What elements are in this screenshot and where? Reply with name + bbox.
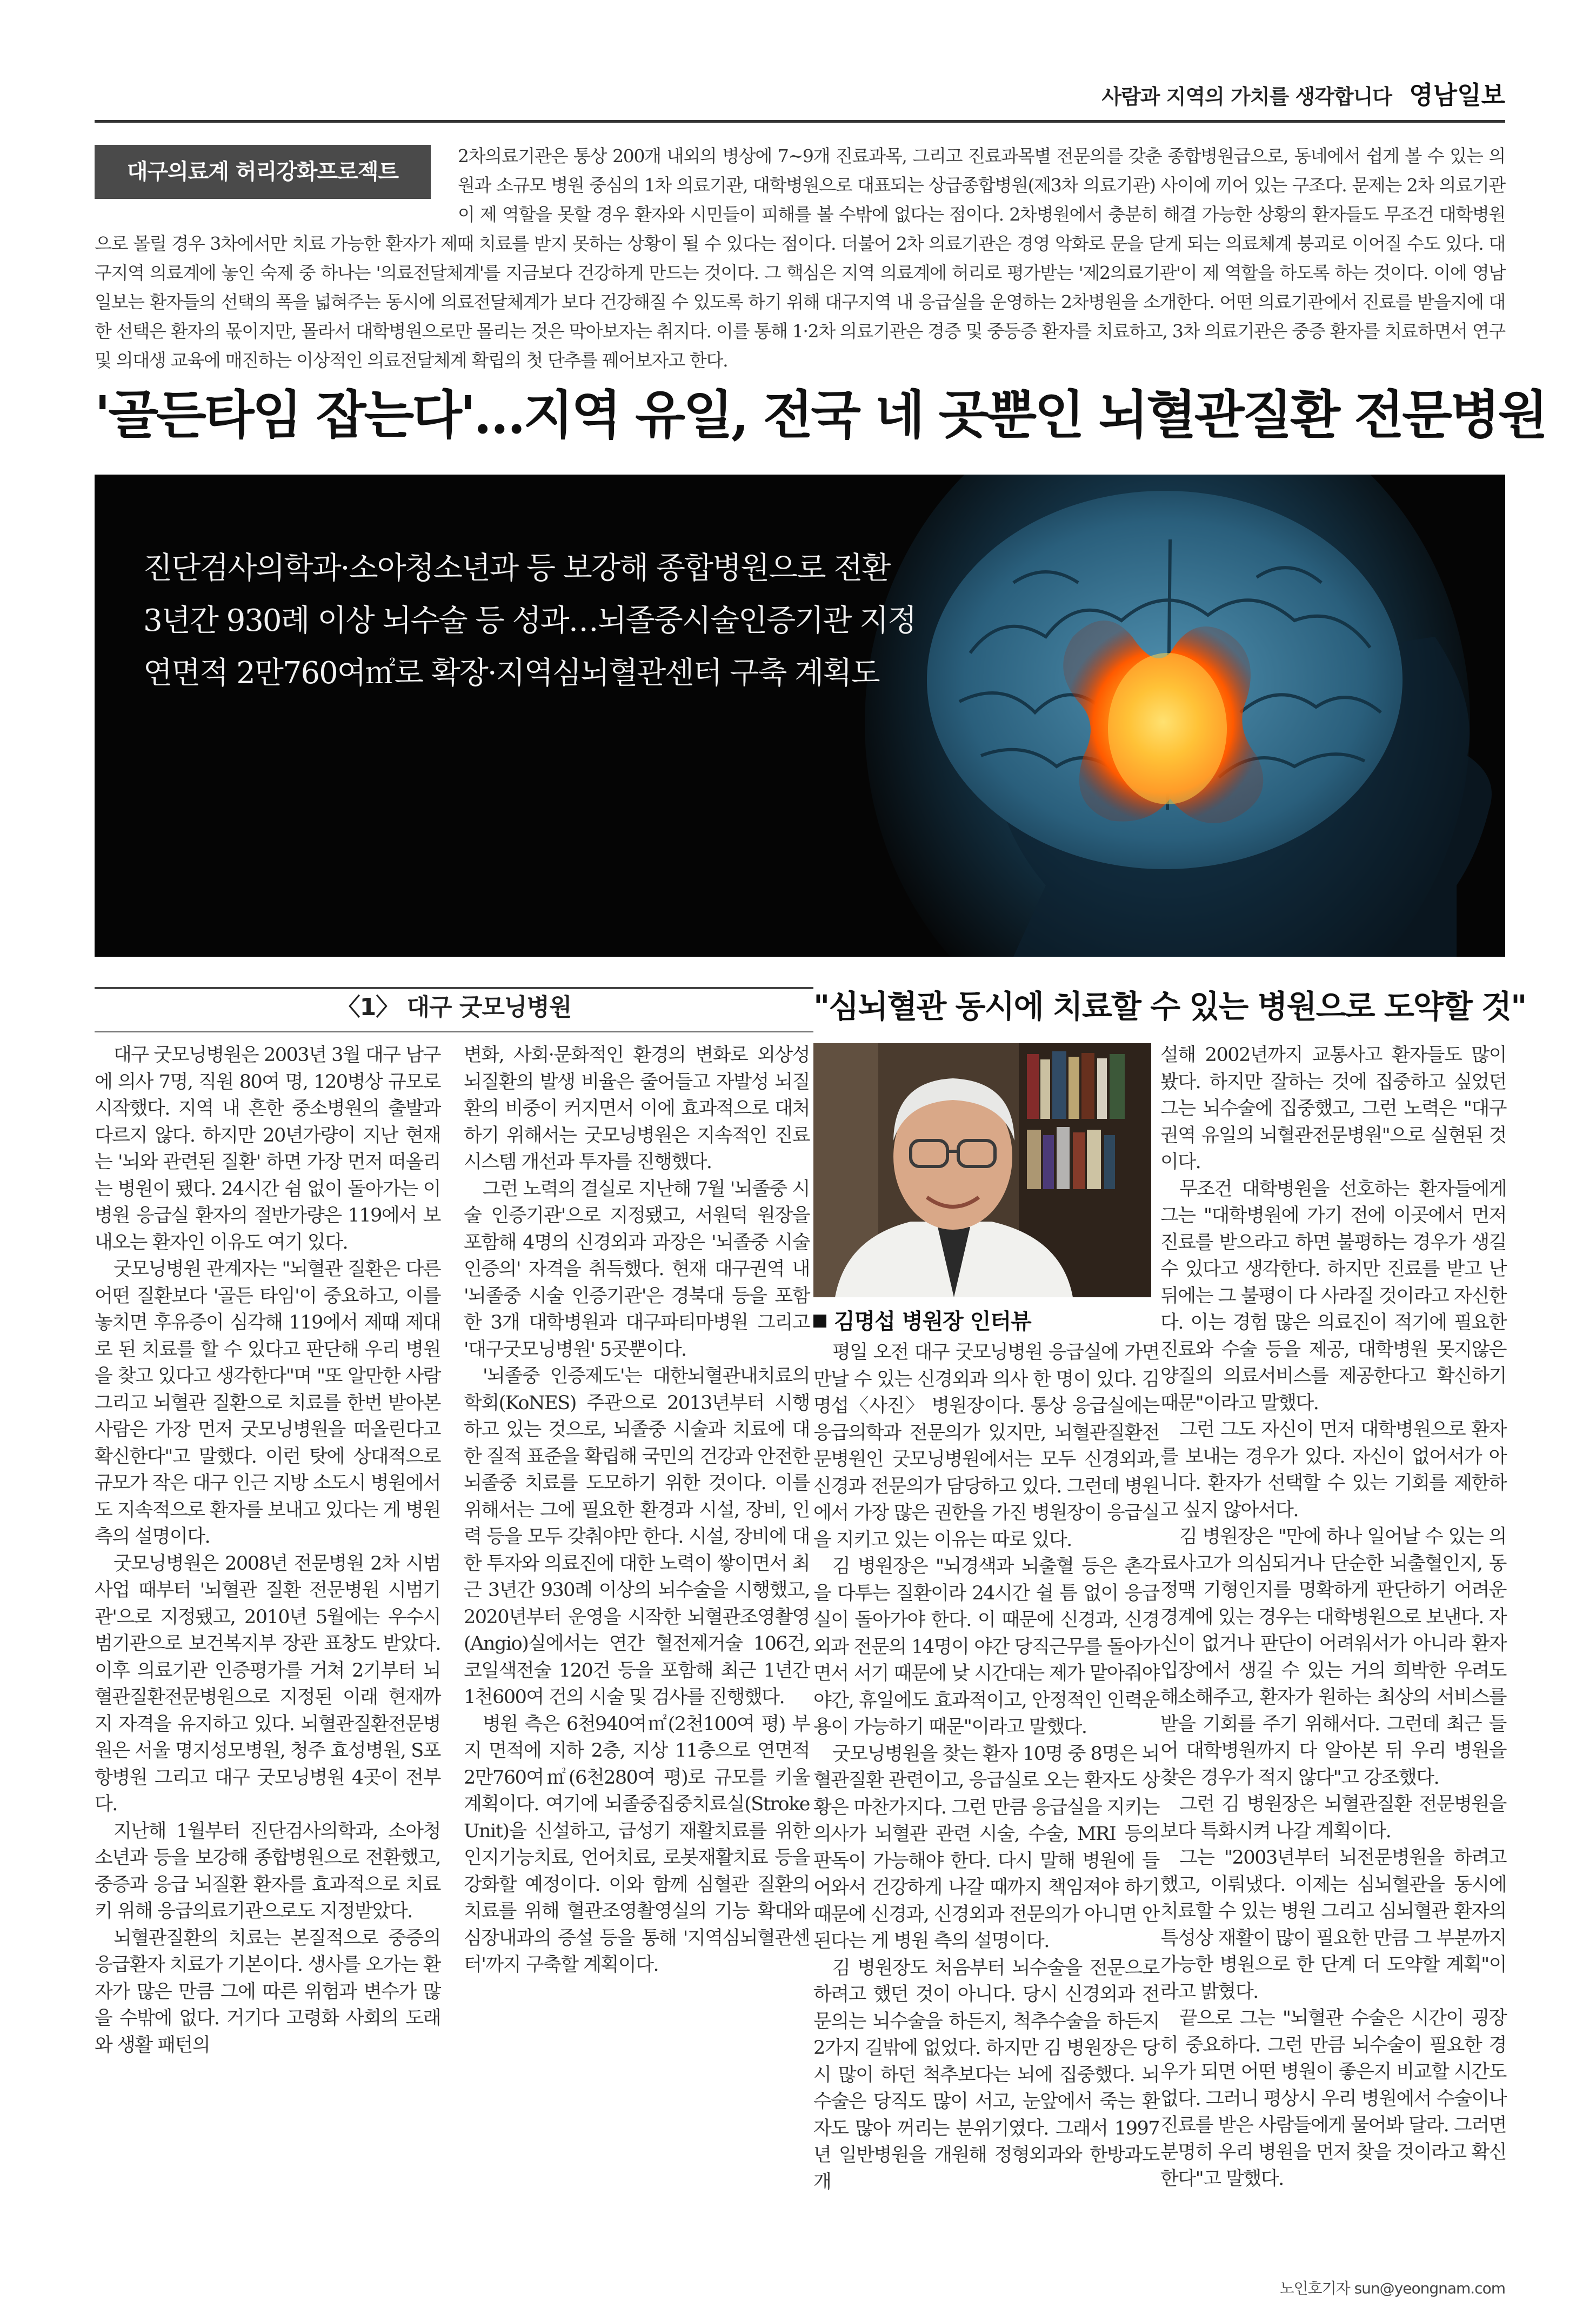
director-photo xyxy=(813,1043,1151,1297)
paragraph: 굿모닝병원은 2008년 전문병원 2차 시범사업 때부터 '뇌혈관 질환 전문병원 시범기관'으로 지정됐고, 2010년 5월에는 우수시범기관으로 보건복지부 장관 표창도 받았다. 이후 의료기관 인증평가를 거쳐 2기부터 뇌혈관질환전문병원으로 지정된 이래 현재까지 자격을 유지하고 있다. 뇌혈관질환전문병원은 서울 명지성모병원, 청주 효성병원, S포항병원 그리고 대구 굿모닝병원 4곳이 전부다. xyxy=(95,1552,440,1815)
paragraph: 김 병원장도 처음부터 뇌수술을 전문으로 하려고 했던 것이 아니다. 당시 신경외과 전문의는 뇌수술을 하든지, 척추수술을 하든지 2가지 길밖에 없었다. 하지만 김 병원장은 당시 많이 하던 척추보다는 뇌에 집중했다. 뇌수술은 당직도 많이 서고, 눈앞에서 죽는 환자도 많아 꺼리는 분위기였다. 그래서 1997년 일반병원을 개원해 정형외과와 한방과도 개 xyxy=(813,1957,1159,2193)
paragraph: 굿모닝병원을 찾는 환자 10명 중 8명은 뇌혈관질환 관련이고, 응급실로 오는 환자도 상황은 마찬가지다. 그런 만큼 응급실을 지키는 의사가 뇌혈관 관련 시술, 수술, MRI 등의 판독이 가능해야 한다. 다시 말해 병원에 들어와서 건강하게 나갈 때까지 책임져야 하기 때문에 신경과, 신경외과 전문의가 아니면 안 된다는 게 병원 측의 설명이다. xyxy=(813,1743,1159,1952)
hero-banner xyxy=(95,475,1505,957)
paragraph: 지난해 1월부터 진단검사의학과, 소아청소년과 등을 보강해 종합병원으로 전환했고, 중증과 응급 뇌질환 환자를 효과적으로 치료키 위해 응급의료기관으로도 지정받았다. xyxy=(95,1820,440,1922)
square-bullet-icon xyxy=(813,1315,826,1328)
article-column-3 xyxy=(813,1339,1159,2196)
paragraph: 뇌혈관질환의 치료는 본질적으로 중증의 응급환자 치료가 기본이다. 생사를 오가는 환자가 많은 만큼 그에 따른 위험과 변수가 많을 수밖에 없다. 거기다 고령화 사회의 도래와 생활 패턴의 xyxy=(95,1927,440,2056)
reporter-byline: 노인호기자 sun@yeongnam.com xyxy=(1279,2279,1505,2297)
paragraph: 그런 노력의 결실로 지난해 7월 '뇌졸중 시술 인증기관'으로 지정됐고, 서원덕 원장을 포함해 4명의 신경외과 과장은 '뇌졸중 시술 인증의' 자격을 취득했다. 현재 대구권역 내 '뇌졸중 시술 인증기관'은 경북대 등을 포함한 3개 대학병원과 대구파티마병원 그리고 '대구굿모닝병원' 5곳뿐이다. xyxy=(464,1178,810,1361)
paragraph: 그런 그도 자신이 먼저 대학병원으로 환자를 보내는 경우가 있다. 자신이 없어서가 아니다. 환자가 선택할 수 있는 기회를 제한하고 싶지 않아서다. xyxy=(1160,1419,1506,1521)
portrait-illustration xyxy=(813,1043,1151,1297)
series-title: 〈1〉 대구 굿모닝병원 xyxy=(336,993,572,1021)
project-label: 대구의료계 허리강화프로젝트 xyxy=(95,145,431,199)
caption-text: 김명섭 병원장 인터뷰 xyxy=(834,1309,1031,1334)
paragraph: '뇌졸중 인증제도'는 대한뇌혈관내치료의학회(KoNES) 주관으로 2013년부터 시행하고 있는 것으로, 뇌졸중 시술과 치료에 대한 질적 표준을 확립해 국민의 건강과 안전한 뇌졸중 치료를 도모하기 위한 것이다. 이를 위해서는 그에 필요한 환경과 시설, 장비, 인력 등을 모두 갖춰야만 한다. 시설, 장비에 대한 투자와 의료진에 대한 노력이 쌓이면서 최근 3년간 930례 이상의 뇌수술을 시행했고, 2020년부터 운영을 시작한 뇌혈관조영촬영(Angio)실에서는 연간 혈전제거술 106건, 코일색전술 120건 등을 포함해 최근 1년간 1천600여 건의 시술 및 검사를 진행했다. xyxy=(464,1365,810,1708)
paragraph: 김 병원장은 "뇌경색과 뇌출혈 등은 촌각을 다투는 질환이라 24시간 쉴 틈 없이 응급실이 돌아가야 한다. 이 때문에 신경과, 신경외과 전문의 14명이 야간 당직근무를 돌아가면서 서기 때문에 낮 시간대는 제가 맡아줘야 야간, 휴일에도 효과적이고, 안정적인 인력운용이 가능하기 때문"이라고 말했다. xyxy=(813,1556,1159,1738)
paragraph: 설해 2002년까지 교통사고 환자들도 많이 봤다. 하지만 잘하는 것에 집중하고 싶었던 그는 뇌수술에 집중했고, 그런 노력은 "대구권역 유일의 뇌혈관전문병원"으로 실현된 것이다. xyxy=(1160,1044,1506,1173)
subheadline: 3년간 930례 이상 뇌수술 등 성과…뇌졸중시술인증기관 지정 xyxy=(143,603,916,638)
stroke-core xyxy=(1108,653,1227,804)
paragraph: 대구 굿모닝병원은 2003년 3월 대구 남구에 의사 7명, 직원 80여 명, 120병상 규모로 시작했다. 지역 내 흔한 중소병원의 출발과 다르지 않다. 하지만 20년가량이 지난 현재는 '뇌와 관련된 질환' 하면 가장 먼저 떠올리는 병원이 됐다. 24시간 쉼 없이 돌아가는 이 병원 응급실 환자의 절반가량은 119에서 보내오는 환자인 이유도 여기 있다. xyxy=(95,1044,440,1253)
article-column-2 xyxy=(464,1042,810,1979)
newspaper-logo: 영남일보 xyxy=(1409,81,1505,110)
paragraph: 끝으로 그는 "뇌혈관 수술은 시간이 굉장히 중요하다. 그런 만큼 뇌수술이 필요한 경우가 되면 어떤 병원이 좋은지 비교할 시간도 없다. 그러니 평상시 우리 병원에서 수술이나 진료를 받은 사람들에게 물어봐 달라. 그러면 분명히 우리 병원을 먼저 찾을 것이라고 확신한다"고 말했다. xyxy=(1160,2008,1506,2190)
subheadline: 진단검사의학과·소아청소년과 등 보강해 종합병원으로 전환 xyxy=(143,551,890,586)
series-rule-bottom xyxy=(95,1031,813,1032)
paragraph: 변화, 사회·문화적인 환경의 변화로 외상성 뇌질환의 발생 비율은 줄어들고 자발성 뇌질환의 비중이 커지면서 이에 효과적으로 대처하기 위해서는 굿모닝병원은 지속적인 진료시스템 개선과 투자를 진행했다. xyxy=(464,1044,810,1173)
article-column-1 xyxy=(95,1042,440,2059)
intro-text: 2차의료기관은 통상 200개 내외의 병상에 7~9개 진료과목, 그리고 진료과목별 전문의를 갖춘 종합병원급으로, 동네에서 쉽게 볼 수 있는 의원과 소규모 병원 중심의 1차 의료기관, 대학병원으로 대표되는 상급종합병원(제3차 의료기관) 사이에 끼어 있는 구조다. 문제는 2차 의료기관이 제 역할을 못할 경우 환자와 시민들이 피해를 볼 수밖에 없다는 점이다. 2차병원에서 충분히 해결 가능한 상황의 환자들도 무조건 대학병원으로 몰릴 경우 3차에서만 치료 가능한 환자가 제때 치료를 받지 못하는 상황이 될 수 있다는 점이다. 더불어 2차 의료기관은 경영 악화로 문을 닫게 되는 의료체계 붕괴로 이어질 수도 있다. 대구지역 의료계에 놓인 숙제 중 하나는 '의료전달체계'를 지금보다 건강하게 만드는 것이다. 그 핵심은 지역 의료계에 허리로 평가받는 '제2의료기관'이 제 역할을 하도록 하는 것이다. 이에 영남일보는 환자들의 선택의 폭을 넓혀주는 동시에 의료전달체계가 보다 건강해질 수 있도록 하기 위해 대구지역 내 응급실을 운영하는 2차병원을 소개한다. 어떤 의료기관에서 진료를 받을지에 대한 선택은 환자의 몫이지만, 몰라서 대학병원으로만 몰리는 것은 막아보자는 취지다. 이를 통해 1·2차 의료기관은 경증 및 중등증 환자를 치료하고, 3차 의료기관은 중증 환자를 치료하면서 연구 및 의대생 교육에 매진하는 이상적인 의료전달체계 확립의 첫 단추를 꿰어보자고 한다. xyxy=(95,145,1505,371)
newspaper-slogan: 사람과 지역의 가치를 생각합니다 xyxy=(1101,85,1392,109)
paragraph: 병원 측은 6천940여㎡(2천100여 평) 부지 면적에 지하 2층, 지상 11층으로 연면적 2만760여㎡(6천280여 평)로 규모를 키울 계획이다. 여기에 뇌졸중집중치료실(Stroke Unit)을 신설하고, 급성기 재활치료를 위한 인지기능치료, 언어치료, 로봇재활치료 등을 강화할 예정이다. 이와 함께 심혈관 질환의 치료를 위해 혈관조영촬영실의 기능 확대와 심장내과의 증설 등을 통해 '지역심뇌혈관센터'까지 구축할 계획이다. xyxy=(464,1713,810,1976)
subheadlines xyxy=(143,542,916,699)
subheadline: 연면적 2만760여㎡로 확장·지역심뇌혈관센터 구축 계획도 xyxy=(143,656,879,691)
paragraph: 무조건 대학병원을 선호하는 환자들에게 그는 "대학병원에 가기 전에 이곳에서 먼저 진료를 받으라고 하면 불평하는 경우가 생길 수 있다고 생각한다. 하지만 진료를 받고 난 뒤에는 그 불평이 다 사라질 것이라고 자신한다. 이는 경험 많은 의료진이 적기에 필요한 진료와 수술 등을 제공, 대학병원 못지않은 양질의 의료서비스를 제공한다고 확신하기 때문"이라고 말했다. xyxy=(1160,1178,1506,1414)
paragraph: 그런 김 병원장은 뇌혈관질환 전문병원을 보다 특화시켜 나갈 계획이다. xyxy=(1160,1793,1506,1842)
masthead-divider xyxy=(95,120,1505,123)
interview-headline: "심뇌혈관 동시에 치료할 수 있는 병원으로 도약할 것" xyxy=(813,988,1526,1025)
photo-caption xyxy=(813,1304,1159,1337)
paragraph: 김 병원장은 "만에 하나 일어날 수 있는 의료사고가 의심되거나 단순한 뇌출혈인지, 동정맥 기형인지를 명확하게 판단하기 어려운 경계에 있는 경우는 대학병원으로 보낸다. 자신이 없거나 판단이 어려워서가 아니라 환자 입장에서 생길 수 있는 거의 희박한 우려도 해소해주고, 환자가 원하는 최상의 서비스를 받을 기회를 주기 위해서다. 그런데 최근 들어 대학병원까지 다 알아본 뒤 우리 병원을 찾은 경우가 적지 않다"고 강조했다. xyxy=(1160,1526,1506,1789)
paragraph: 그는 "2003년부터 뇌전문병원을 하려고 했고, 이뤄냈다. 이제는 심뇌혈관을 동시에 치료할 수 있는 병원 그리고 심뇌혈관 환자의 특성상 재활이 많이 필요한 만큼 그 부분까지 가능한 병원으로 한 단계 더 도약할 계획"이라고 밝혔다. xyxy=(1160,1847,1506,2003)
article-column-4 xyxy=(1160,1042,1506,2193)
main-headline: '골든타임 잡는다'…지역 유일, 전국 네 곳뿐인 뇌혈관질환 전문병원 xyxy=(95,384,1546,445)
paragraph: 평일 오전 대구 굿모닝병원 응급실에 가면 만날 수 있는 신경외과 의사 한 명이 있다. 김명섭〈사진〉 병원장이다. 통상 응급실에는 응급의학과 전문의가 있지만, 뇌혈관질환전문병원인 굿모닝병원에서는 모두 신경외과, 신경과 전문의가 담당하고 있다. 그런데 병원에서 가장 많은 권한을 가진 병원장이 응급실을 지키고 있는 이유는 따로 있다. xyxy=(813,1342,1159,1551)
paragraph: 굿모닝병원 관계자는 "뇌혈관 질환은 다른 어떤 질환보다 '골든 타임'이 중요하고, 이를 놓치면 후유증이 심각해 119에서 제때 제대로 된 치료를 할 수 있다고 판단해 우리 병원을 찾고 있다고 생각한다"며 "또 알만한 사람 그리고 뇌혈관 질환으로 치료를 한번 받아본 사람은 가장 먼저 굿모닝병원을 떠올린다고 확신한다"고 말했다. 이런 탓에 상대적으로 규모가 작은 대구 인근 지방 소도시 병원에서도 지속적으로 환자를 보내고 있다는 게 병원 측의 설명이다. xyxy=(95,1258,440,1548)
